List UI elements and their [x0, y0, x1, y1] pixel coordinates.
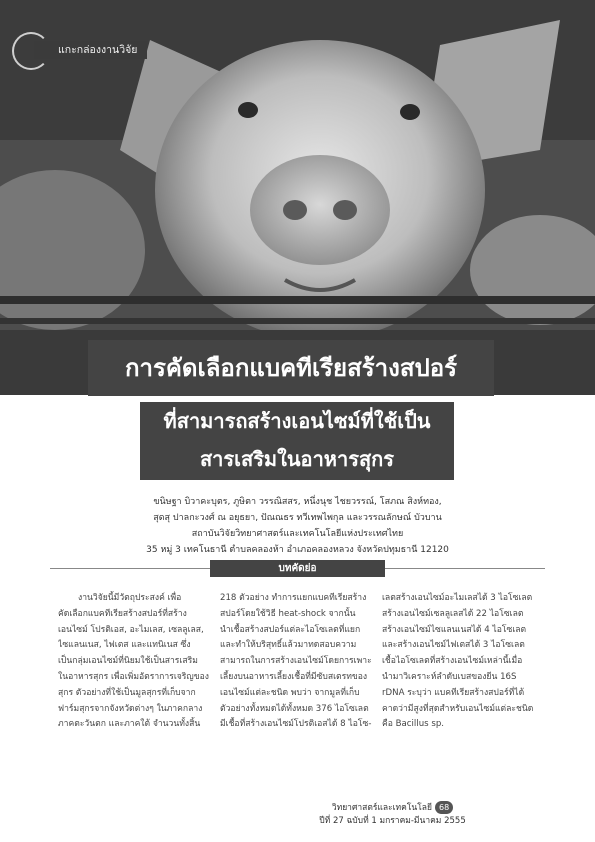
abstract-heading: บทคัดย่อ — [210, 560, 385, 577]
text-line: และทำให้บริสุทธิ์แล้วมาทดสอบความ — [220, 640, 357, 651]
text-line: คัดเลือกแบคทีเรียสร้างสปอร์ที่สร้าง — [58, 608, 187, 619]
abstract-column-2 — [220, 591, 374, 733]
text-line: งานวิจัยนี้มีวัตถุประสงค์ เพื่อ — [78, 593, 182, 603]
page-number: 68 — [435, 801, 453, 814]
text-line: ภาคตะวันตก และภาคใต้ จำนวนทั้งสิ้น — [58, 719, 201, 730]
text-line: 218 ตัวอย่าง ทำการแยกแบคทีเรียสร้าง — [220, 593, 367, 603]
authors-block — [40, 494, 555, 558]
text-line: สปอร์โดยใช้วิธี heat-shock จากนั้น — [220, 608, 356, 619]
text-line: ฟาร์มสุกรจากจังหวัดต่างๆ ในภาคกลาง — [58, 703, 203, 714]
text-line: ไซแลนเนส, ไฟเตส และแทนิเนส ซึ่ง — [58, 640, 191, 651]
text-line: คาดว่ามีสูงที่สุดสำหรับเอนไซม์แต่ละชนิด — [382, 703, 534, 714]
text-line: มีเชื้อที่สร้างเอนไซม์โปรติเอสได้ 8 ไอโซ- — [220, 719, 372, 730]
text-line: ตัวอย่างทั้งหมดได้ทั้งหมด 376 ไอโซเลต — [220, 703, 369, 714]
text-line: สร้างเอนไซม์ไซแลนเนสได้ 4 ไอโซเลต — [382, 624, 527, 635]
page-footer — [300, 801, 485, 828]
text-line: สร้างเอนไซม์เซลลูเลสได้ 22 ไอโซเลต — [382, 608, 524, 619]
section-label: แกะกล่องงานวิจัย — [34, 41, 147, 59]
issue-info: ปีที่ 27 ฉบับที่ 1 มกราคม-มีนาคม 2555 — [319, 816, 466, 826]
text-line: สุกร ตัวอย่างที่ใช้เป็นมูลสุกรที่เก็บจาก — [58, 687, 196, 698]
text-line: นำมาวิเคราะห์ลำดับเบสของยีน 16S — [382, 671, 517, 682]
text-line: เอนไซม์ โปรติเอส, อะไมเลส, เซลลูเลส, — [58, 624, 204, 635]
text-line: เลตสร้างเอนไซม์อะไมเลสได้ 3 ไอโซเลต — [382, 593, 533, 603]
affiliation: สถาบันวิจัยวิทยาศาสตร์และเทคโนโลยีแห่งประเทศไทย — [191, 529, 404, 539]
text-line: สามารถในการสร้างเอนไซม์โดยการเพาะ — [220, 656, 372, 667]
text-line: และสร้างเอนไซม์ไฟเตสได้ 3 ไอโซเลต — [382, 640, 525, 651]
section-tag — [12, 38, 177, 62]
abstract-column-3 — [382, 591, 536, 733]
address: 35 หมู่ 3 เทคโนธานี ตำบลคลองห้า อำเภอคลองหลวง จังหวัดปทุมธานี 12120 — [146, 545, 449, 555]
text-line: เป็นกลุ่มเอนไซม์ที่นิยมใช้เป็นสารเสริม — [58, 656, 198, 667]
footer-journal-row — [300, 801, 485, 815]
title-subtitle-block — [140, 402, 454, 480]
title-line-3: สารเสริมในอาหารสุกร — [199, 447, 395, 471]
text-line: คือ Bacillus sp. — [382, 719, 445, 730]
title-line-2: ที่สามารถสร้างเอนไซม์ที่ใช้เป็น — [163, 409, 431, 433]
text-line: เอนไซม์แต่ละชนิด พบว่า จากมูลที่เก็บ — [220, 687, 360, 698]
authors-line-1: ขนิษฐา บิวาคะบุตร, ภูษิตา วรรณิสสร, หนึ่งนุช ไชยวรรณ์, โสภณ สิงห์ทอง, — [153, 497, 442, 507]
title-line-1: การคัดเลือกแบคทีเรียสร้างสปอร์ — [88, 340, 494, 396]
text-line: rDNA ระบุว่า แบคทีเรียสร้างสปอร์ที่ได้ — [382, 687, 525, 698]
text-line: เลี้ยงบนอาหารเลี้ยงเชื้อที่มีซับสเตรทของ — [220, 671, 368, 682]
journal-name: วิทยาศาสตร์และเทคโนโลยี — [331, 803, 432, 813]
text-line: ในอาหารสุกร เพื่อเพิ่มอัตราการเจริญของ — [58, 671, 209, 682]
abstract-column-1 — [58, 591, 212, 733]
text-line: เชื้อไอโซเลตที่สร้างเอนไซม์เหล่านี้เมื่อ — [382, 656, 523, 667]
authors-line-2: สุดสุ ปาลกะวงศ์ ณ อยุธยา, ปัณณธร ทวีเทพไพกุล และวรรณลักษณ์ บัวบาน — [153, 513, 442, 523]
text-line: นำเชื้อสร้างสปอร์แต่ละไอโซเลตที่แยก — [220, 624, 361, 635]
